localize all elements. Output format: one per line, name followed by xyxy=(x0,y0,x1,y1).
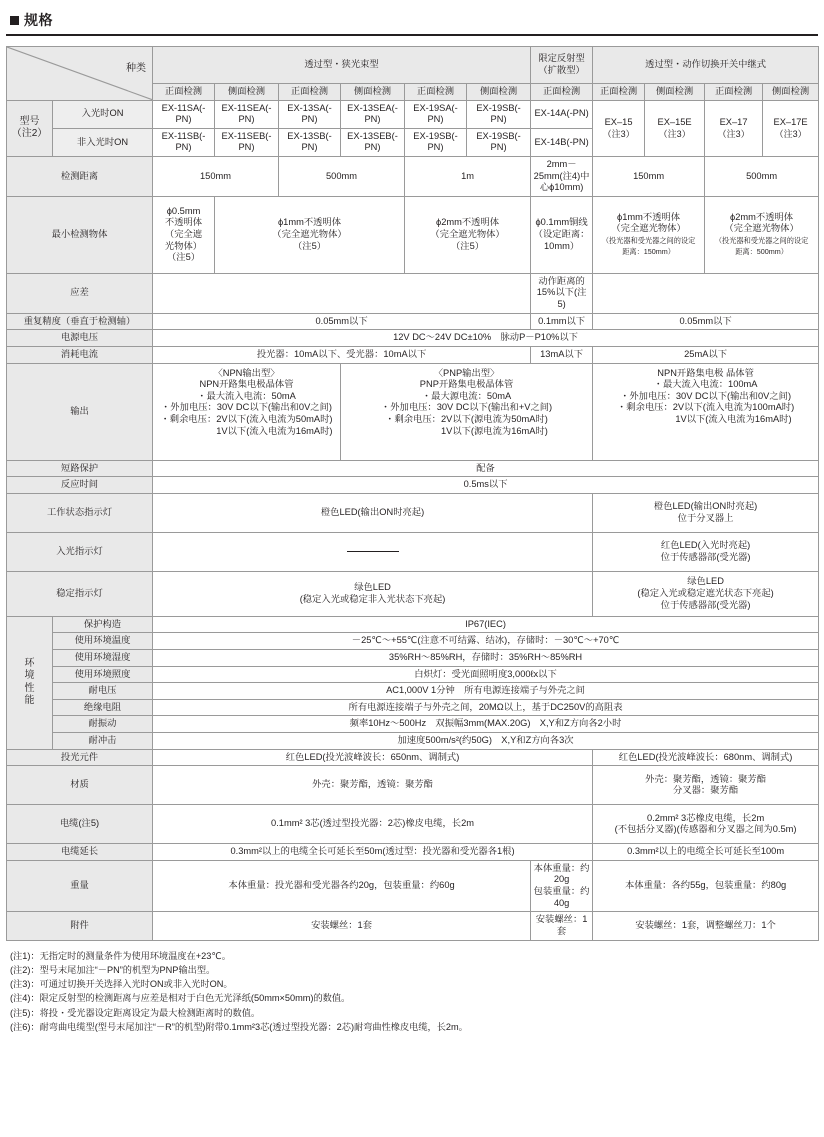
row-label-min-object: 最小检测物体 xyxy=(7,196,153,273)
value-cell: 2mm－25mm(注4)中心ϕ10mm) xyxy=(531,157,593,197)
row-label-ambient-illuminance: 使用环境照度 xyxy=(53,666,153,683)
row-shock xyxy=(7,733,824,750)
specification-table xyxy=(6,46,824,941)
value-cell: 红色LED(投光波峰波长：680nm、调制式) xyxy=(593,749,819,766)
row-label-short-protection: 短路保护 xyxy=(7,460,153,477)
value-cell: 500mm xyxy=(279,157,405,197)
value-cell: 0.5ms以下 xyxy=(153,477,819,494)
dir-cell: 正面检测 xyxy=(531,84,593,101)
model-label: 型号 （注2） xyxy=(7,100,53,156)
row-vibration xyxy=(7,716,824,733)
value-cell: IP67(IEC) xyxy=(153,616,819,633)
value-cell: 0.05mm以下 xyxy=(593,313,819,330)
model-cell-ex17: EX–17 （注3） xyxy=(705,100,763,156)
row-label-cable: 电缆(注5) xyxy=(7,805,153,844)
spec-page xyxy=(0,4,824,1034)
footnote-item: (注5)：将投・受光器设定距离设定为最大检测距离时的数值。 xyxy=(10,1007,261,1018)
model-cell: EX-19SB(-PN) xyxy=(467,128,531,156)
row-detect-distance xyxy=(7,157,824,197)
footnote-item: (注2)：型号末尾加注“－PN”的机型为PNP输出型。 xyxy=(10,964,216,975)
value-cell: 绿色LED (稳定入光或稳定非入光状态下亮起) xyxy=(153,571,593,616)
value-cell: 加速度500m/s²(约50G) X,Y和Z方向各3次 xyxy=(153,733,819,750)
dir-cell: 正面检测 xyxy=(405,84,467,101)
footnote-item: (注1)：无指定时的测量条件为使用环境温度在+23℃。 xyxy=(10,950,231,961)
row-label-accessories: 附件 xyxy=(7,912,153,940)
value-cell: 25mA以下 xyxy=(593,346,819,363)
row-weight xyxy=(7,860,824,911)
row-ambient-humidity xyxy=(7,649,824,666)
table-header-row-type xyxy=(7,47,824,84)
group-header-relay: 透过型・动作切换开关中继式 xyxy=(593,47,819,84)
value-cell: 橙色LED(输出ON时亮起) 位于分叉器上 xyxy=(593,493,819,532)
value-cell: 0.1mm以下 xyxy=(531,313,593,330)
value-cell: 0.3mm²以上的电缆全长可延长至100m xyxy=(593,844,819,861)
dir-cell: 侧面检测 xyxy=(645,84,705,101)
value-cell: ϕ2mm不透明体 （完全遮光物体） （投光器和受光器之间的设定 距离：500mm） xyxy=(705,196,819,273)
value-cell: 投光器：10mA以下、受光器：10mA以下 xyxy=(153,346,531,363)
row-label-cable-extension: 电缆延长 xyxy=(7,844,153,861)
model-cell: EX-14B(-PN) xyxy=(531,128,593,156)
footnotes xyxy=(10,949,816,1035)
footnote-item: (注6)：耐弯曲电缆型(型号末尾加注“－R”的机型)附带0.1mm²3芯(透过型投光器：2芯)耐弯曲性橡皮电缆，长2m。 xyxy=(10,1021,468,1032)
value-cell-dash xyxy=(153,532,593,571)
row-protection xyxy=(7,616,824,633)
value-cell: 本体重量：各约55g，包装重量：约80g xyxy=(593,860,819,911)
model-cell-ex15: EX–15 （注3） xyxy=(593,100,645,156)
model-cell: EX-11SEA(-PN) xyxy=(215,100,279,128)
row-repeatability xyxy=(7,313,824,330)
dir-cell: 侧面检测 xyxy=(763,84,819,101)
value-cell: 白炽灯：受光面照明度3,000ℓx以下 xyxy=(153,666,819,683)
value-cell: 0.3mm²以上的电缆全长可延长至50m(透过型：投光器和受光器各1根) xyxy=(153,844,593,861)
row-output xyxy=(7,363,824,460)
row-hysteresis xyxy=(7,273,824,313)
row-label-current: 消耗电流 xyxy=(7,346,153,363)
dark-on-label: 非入光时ON xyxy=(53,128,153,156)
value-cell: 橙色LED(输出ON时亮起) xyxy=(153,493,593,532)
light-on-label: 入光时ON xyxy=(53,100,153,128)
model-cell: EX-19SB(-PN) xyxy=(405,128,467,156)
model-cell-ex17e: EX–17E （注3） xyxy=(763,100,819,156)
dir-cell: 正面检测 xyxy=(705,84,763,101)
value-cell-relay-output: NPN开路集电极 晶体管 ・最大流入电流：100mA ・外加电压：30V DC以下(输出和0V之间) ・剩余电压：2V以下(流入电流为100mA时) 1V以下(流入电流为16mA时) xyxy=(593,363,819,460)
footnote-item: (注3)：可通过切换开关选择入光时ON或非入光时ON。 xyxy=(10,979,233,989)
row-label-output: 输出 xyxy=(7,363,153,460)
row-label-incident-indicator: 入光指示灯 xyxy=(7,532,153,571)
corner-cell xyxy=(7,47,153,101)
model-cell: EX-11SEB(-PN) xyxy=(215,128,279,156)
row-label-repeatability: 重复精度（垂直于检测轴） xyxy=(7,313,153,330)
value-cell: 配备 xyxy=(153,460,819,477)
row-label-material: 材质 xyxy=(7,766,153,805)
model-cell: EX-13SEA(-PN) xyxy=(341,100,405,128)
row-label-ambient-temperature: 使用环境温度 xyxy=(53,633,153,650)
row-response-time xyxy=(7,477,824,494)
value-cell: 150mm xyxy=(593,157,705,197)
row-label-response-time: 反应时间 xyxy=(7,477,153,494)
dir-cell: 侧面检测 xyxy=(467,84,531,101)
value-cell: 12V DC～24V DC±10% 脉动P－P10%以下 xyxy=(153,330,819,347)
dir-cell: 正面检测 xyxy=(153,84,215,101)
row-model-light-on xyxy=(7,100,824,128)
row-emitting-element xyxy=(7,749,824,766)
row-material xyxy=(7,766,824,805)
value-cell: 绿色LED (稳定入光或稳定遮光状态下亮起) 位于传感器部(受光器) xyxy=(593,571,819,616)
model-cell: EX-11SB(-PN) xyxy=(153,128,215,156)
page-title-text: 规格 xyxy=(24,12,53,28)
value-cell: 所有电源连接端子与外壳之间，20MΩ以上，基于DC250V的高阻表 xyxy=(153,699,819,716)
square-bullet-icon xyxy=(10,16,19,25)
group-header-limited-reflective: 限定反射型 （扩散型） xyxy=(531,47,593,84)
model-cell-ex15e: EX–15E （注3） xyxy=(645,100,705,156)
row-insulation xyxy=(7,699,824,716)
env-group-label: 环 境 性 能 xyxy=(7,616,53,749)
row-label-supply-voltage: 电源电压 xyxy=(7,330,153,347)
dir-cell: 侧面检测 xyxy=(215,84,279,101)
value-cell: ϕ1mm不透明体 （完全遮光物体） （投光器和受光器之间的设定 距离：150mm） xyxy=(593,196,705,273)
value-cell: 150mm xyxy=(153,157,279,197)
value-cell: 频率10Hz～500Hz 双振幅3mm(MAX.20G) X,Y和Z方向各2小时 xyxy=(153,716,819,733)
row-label-shock: 耐冲击 xyxy=(53,733,153,750)
row-supply-voltage xyxy=(7,330,824,347)
value-cell: 安装螺丝：1套 xyxy=(531,912,593,940)
row-min-object xyxy=(7,196,824,273)
model-cell: EX-13SEB(-PN) xyxy=(341,128,405,156)
row-cable-extension xyxy=(7,844,824,861)
value-cell: 安装螺丝：1套 xyxy=(153,912,531,940)
value-cell: ϕ0.1mm铜线 （设定距离： 10mm） xyxy=(531,196,593,273)
dir-cell: 侧面检测 xyxy=(341,84,405,101)
value-cell: 本体重量：投光器和受光器各约20g，包装重量：约60g xyxy=(153,860,531,911)
value-cell: 动作距离的 15%以下(注5) xyxy=(531,273,593,313)
corner-type-label: 种类 xyxy=(126,63,146,74)
value-cell-pnp: 〈PNP输出型〉 PNP开路集电极晶体管 ・最大源电流：50mA ・外加电压：30V DC以下(输出和+V之间) ・剩余电压：2V以下(源电流为50mA时) 1V以下(源电流为16mA时) xyxy=(341,363,593,460)
value-cell: 13mA以下 xyxy=(531,346,593,363)
row-short-protection xyxy=(7,460,824,477)
value-cell: 红色LED(入光时亮起) 位于传感器部(受光器) xyxy=(593,532,819,571)
value-cell: ϕ1mm不透明体 （完全遮光物体） （注5） xyxy=(215,196,405,273)
row-label-ambient-humidity: 使用环境湿度 xyxy=(53,649,153,666)
value-cell: AC1,000V 1分钟 所有电源连接端子与外壳之间 xyxy=(153,683,819,700)
value-cell: 35%RH～85%RH，存储时：35%RH～85%RH xyxy=(153,649,819,666)
group-header-through-beam: 透过型・狭光束型 xyxy=(153,47,531,84)
row-ambient-temperature xyxy=(7,633,824,650)
row-label-protection: 保护构造 xyxy=(53,616,153,633)
model-cell: EX-11SA(-PN) xyxy=(153,100,215,128)
model-cell: EX-13SA(-PN) xyxy=(279,100,341,128)
row-ambient-illuminance xyxy=(7,666,824,683)
footnote-item: (注4)：限定反射型的检测距离与应差是相对于白色无光泽纸(50mm×50mm)的数值。 xyxy=(10,993,351,1004)
value-cell: 1m xyxy=(405,157,531,197)
row-operation-indicator xyxy=(7,493,824,532)
row-label-vibration: 耐振动 xyxy=(53,716,153,733)
row-voltage-withstand xyxy=(7,683,824,700)
value-cell: ϕ2mm不透明体 （完全遮光物体） （注5） xyxy=(405,196,531,273)
model-cell: EX-14A(-PN) xyxy=(531,100,593,128)
row-stability-indicator xyxy=(7,571,824,616)
value-cell xyxy=(593,273,819,313)
row-accessories xyxy=(7,912,824,940)
model-cell: EX-19SB(-PN) xyxy=(467,100,531,128)
row-label-insulation: 绝缘电阻 xyxy=(53,699,153,716)
page-title xyxy=(6,4,818,36)
dir-cell: 正面检测 xyxy=(279,84,341,101)
value-cell: 安装螺丝：1套，调整螺丝刀：1个 xyxy=(593,912,819,940)
value-cell: 本体重量：约20g 包装重量：约40g xyxy=(531,860,593,911)
row-current xyxy=(7,346,824,363)
model-cell: EX-19SA(-PN) xyxy=(405,100,467,128)
row-incident-indicator xyxy=(7,532,824,571)
row-cable xyxy=(7,805,824,844)
value-cell: －25℃～+55℃(注意不可结露、结冰)，存储时：－30℃～+70℃ xyxy=(153,633,819,650)
value-cell: 0.05mm以下 xyxy=(153,313,531,330)
model-cell: EX-13SB(-PN) xyxy=(279,128,341,156)
row-label-emitting-element: 投光元件 xyxy=(7,749,153,766)
value-cell: 500mm xyxy=(705,157,819,197)
row-label-detect-distance: 检测距离 xyxy=(7,157,153,197)
value-cell: ϕ0.5mm 不透明体 （完全遮 光物体） （注5） xyxy=(153,196,215,273)
value-cell: 外壳：聚芳酯，透镜：聚芳酯 xyxy=(153,766,593,805)
value-cell-npn: 〈NPN输出型〉 NPN开路集电极晶体管 ・最大流入电流：50mA ・外加电压：30V DC以下(输出和0V之间) ・剩余电压：2V以下(流入电流为50mA时) 1V以下(流入电流为16mA时) xyxy=(153,363,341,460)
value-cell: 红色LED(投光波峰波长：650nm、调制式) xyxy=(153,749,593,766)
row-label-hysteresis: 应差 xyxy=(7,273,153,313)
value-cell: 0.2mm² 3芯橡皮电缆，长2m (不包括分叉器)(传感器和分叉器之间为0.5m) xyxy=(593,805,819,844)
value-cell xyxy=(153,273,531,313)
value-cell: 外壳：聚芳酯，透镜：聚芳酯 分叉器：聚芳酯 xyxy=(593,766,819,805)
value-cell: 0.1mm² 3芯(透过型投光器：2芯)橡皮电缆，长2m xyxy=(153,805,593,844)
row-label-voltage-withstand: 耐电压 xyxy=(53,683,153,700)
dir-cell: 正面检测 xyxy=(593,84,645,101)
row-label-operation-indicator: 工作状态指示灯 xyxy=(7,493,153,532)
row-label-weight: 重量 xyxy=(7,860,153,911)
row-label-stability-indicator: 稳定指示灯 xyxy=(7,571,153,616)
